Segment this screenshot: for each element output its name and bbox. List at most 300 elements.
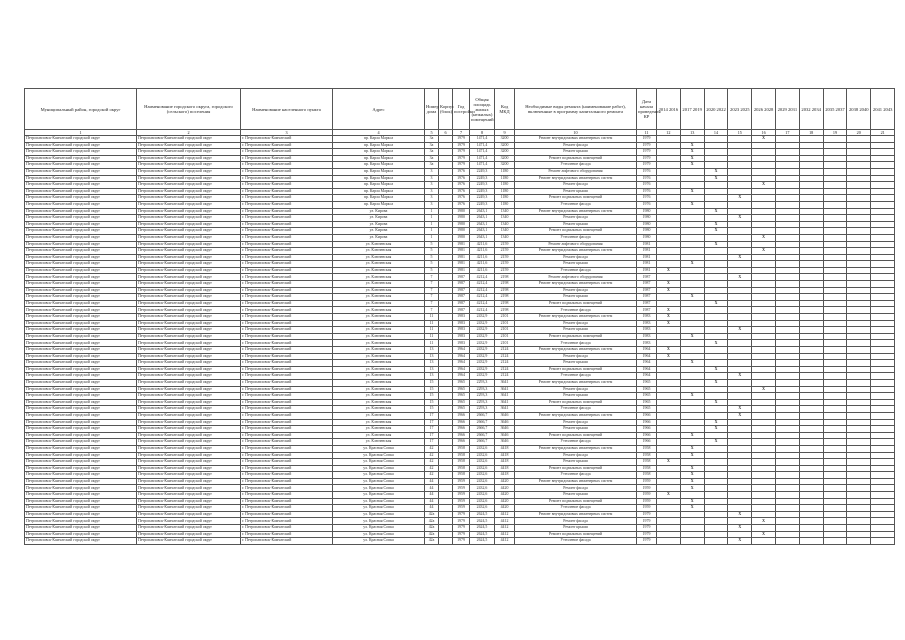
period-cell <box>728 366 752 373</box>
build-year-cell: 1983 <box>453 340 470 347</box>
start-date-cell: 1959 <box>637 485 657 492</box>
start-date-cell: 1976 <box>637 175 657 182</box>
period-cell <box>752 162 776 169</box>
period-mark: X <box>752 136 776 143</box>
start-date-cell: 1966 <box>637 439 657 446</box>
build-year-cell: 1980 <box>453 221 470 228</box>
period-cell <box>799 155 823 162</box>
house-number-cell: 15 <box>425 406 439 413</box>
table-row <box>25 307 895 314</box>
period-cell <box>871 360 895 367</box>
period-cell <box>680 340 704 347</box>
period-cell <box>775 287 799 294</box>
settlement-cell: Петропавловск-Камчатский городской округ <box>137 492 241 499</box>
period-mark: X <box>680 478 704 485</box>
address-cell: ул. Ключевская <box>333 432 425 439</box>
period-mark: X <box>680 445 704 452</box>
area-cell: 2643,1 <box>470 208 495 215</box>
block-cell <box>439 327 453 334</box>
period-cell <box>775 492 799 499</box>
mkd-code-cell: 3641 <box>495 379 515 386</box>
column-header: Общая площадь жилых (нежилых) помещений <box>470 89 495 130</box>
period-cell <box>704 254 728 261</box>
repair-work-cell: Утепление фасада <box>515 406 637 413</box>
period-cell <box>704 162 728 169</box>
address-cell: ул. Ключевская <box>333 327 425 334</box>
period-cell <box>823 406 847 413</box>
repair-work-cell: Утепление фасада <box>515 373 637 380</box>
repair-work-cell: Утепление фасада <box>515 340 637 347</box>
period-cell <box>752 314 776 321</box>
address-cell: ул. Красная Сопка <box>333 485 425 492</box>
mkd-code-cell: 3200 <box>495 142 515 149</box>
district-cell: Петропавловск-Камчатский городской округ <box>25 254 137 261</box>
area-cell: 4212,4 <box>470 287 495 294</box>
address-cell: пр. Карла Маркса <box>333 195 425 202</box>
period-cell <box>657 393 681 400</box>
block-cell <box>439 208 453 215</box>
period-mark: X <box>657 287 681 294</box>
period-cell <box>680 221 704 228</box>
start-date-cell: 1983 <box>637 320 657 327</box>
period-cell <box>847 518 871 525</box>
period-cell <box>871 195 895 202</box>
house-number-cell: 17 <box>425 412 439 419</box>
period-cell <box>823 492 847 499</box>
area-cell: 2432,6 <box>470 459 495 466</box>
mkd-code-cell: 2124 <box>495 373 515 380</box>
area-cell: 2293,3 <box>470 399 495 406</box>
period-cell <box>823 149 847 156</box>
block-cell <box>439 149 453 156</box>
period-cell <box>728 314 752 321</box>
period-cell <box>752 492 776 499</box>
period-cell <box>847 439 871 446</box>
period-cell <box>657 379 681 386</box>
period-cell <box>847 485 871 492</box>
district-cell: Петропавловск-Камчатский городской округ <box>25 155 137 162</box>
period-cell <box>704 478 728 485</box>
block-cell <box>439 432 453 439</box>
locality-cell: г. Петропавловск-Камчатский <box>241 505 333 512</box>
period-cell <box>752 155 776 162</box>
locality-cell: г. Петропавловск-Камчатский <box>241 215 333 222</box>
period-cell <box>680 525 704 532</box>
area-cell: 2666,7 <box>470 419 495 426</box>
period-mark: X <box>680 360 704 367</box>
mkd-code-cell: 3641 <box>495 393 515 400</box>
locality-cell: г. Петропавловск-Камчатский <box>241 142 333 149</box>
period-cell <box>871 386 895 393</box>
column-number: 12 <box>657 130 681 136</box>
period-cell <box>847 465 871 472</box>
mkd-code-cell: 4420 <box>495 498 515 505</box>
period-cell <box>704 234 728 241</box>
table-body <box>25 136 895 545</box>
period-cell <box>799 142 823 149</box>
period-cell <box>775 498 799 505</box>
address-cell: ул. Кирова <box>333 228 425 235</box>
address-cell: пр. Карла Маркса <box>333 175 425 182</box>
period-cell <box>847 182 871 189</box>
period-cell <box>799 314 823 321</box>
period-cell <box>871 215 895 222</box>
period-cell <box>847 261 871 268</box>
period-mark: X <box>680 432 704 439</box>
block-cell <box>439 281 453 288</box>
period-cell <box>799 248 823 255</box>
district-cell: Петропавловск-Камчатский городской округ <box>25 393 137 400</box>
period-cell <box>847 142 871 149</box>
repair-work-cell: Ремонт внутридомовых инженерных систем <box>515 478 637 485</box>
area-cell: 2624,5 <box>470 538 495 545</box>
build-year-cell: 1965 <box>453 393 470 400</box>
period-cell <box>728 168 752 175</box>
period-cell <box>704 248 728 255</box>
settlement-cell: Петропавловск-Камчатский городской округ <box>137 459 241 466</box>
period-cell <box>657 360 681 367</box>
house-number-cell: 13 <box>425 353 439 360</box>
build-year-cell: 1979 <box>453 531 470 538</box>
period-mark: X <box>680 162 704 169</box>
period-cell <box>775 393 799 400</box>
mkd-code-cell: 2198 <box>495 287 515 294</box>
mkd-code-cell: 1180 <box>495 175 515 182</box>
period-cell <box>823 347 847 354</box>
area-cell: 2432,9 <box>470 314 495 321</box>
repair-work-cell: Ремонт подвальных помещений <box>515 300 637 307</box>
build-year-cell: 1959 <box>453 485 470 492</box>
mkd-code-cell: 3641 <box>495 399 515 406</box>
address-cell: ул. Ключевская <box>333 379 425 386</box>
area-cell: 2249,3 <box>470 188 495 195</box>
period-cell <box>799 182 823 189</box>
locality-cell: г. Петропавловск-Камчатский <box>241 393 333 400</box>
address-cell: ул. Ключевская <box>333 254 425 261</box>
column-header: Дата начала проведения КР <box>637 89 657 130</box>
column-header: 2032 2034 <box>799 89 823 130</box>
repair-work-cell: Утепление фасада <box>515 538 637 545</box>
address-cell: ул. Ключевская <box>333 294 425 301</box>
start-date-cell: 1964 <box>637 366 657 373</box>
address-cell: ул. Красная Сопка <box>333 518 425 525</box>
start-date-cell: 1987 <box>637 307 657 314</box>
period-mark: X <box>704 168 728 175</box>
period-cell <box>847 525 871 532</box>
start-date-cell: 1980 <box>637 228 657 235</box>
period-cell <box>823 465 847 472</box>
period-cell <box>799 300 823 307</box>
period-cell <box>728 531 752 538</box>
period-cell <box>704 393 728 400</box>
mkd-code-cell: 4418 <box>495 465 515 472</box>
period-mark: X <box>728 195 752 202</box>
column-header: 2023 2025 <box>728 89 752 130</box>
repair-work-cell: Ремонт подвальных помещений <box>515 465 637 472</box>
period-cell <box>752 267 776 274</box>
house-number-cell: 17 <box>425 432 439 439</box>
table-row <box>25 294 895 301</box>
locality-cell: г. Петропавловск-Камчатский <box>241 492 333 499</box>
house-number-cell: 1 <box>425 208 439 215</box>
period-cell <box>871 347 895 354</box>
address-cell: ул. Красная Сопка <box>333 525 425 532</box>
period-cell <box>799 445 823 452</box>
column-header: Код МКД <box>495 89 515 130</box>
address-cell: ул. Кирова <box>333 221 425 228</box>
settlement-cell: Петропавловск-Камчатский городской округ <box>137 168 241 175</box>
mkd-code-cell: 2159 <box>495 267 515 274</box>
period-cell <box>847 492 871 499</box>
area-cell: 2624,5 <box>470 511 495 518</box>
area-cell: 2432,9 <box>470 340 495 347</box>
period-cell <box>752 294 776 301</box>
build-year-cell: 1965 <box>453 379 470 386</box>
period-cell <box>657 195 681 202</box>
area-cell: 4211,6 <box>470 254 495 261</box>
settlement-cell: Петропавловск-Камчатский городской округ <box>137 155 241 162</box>
period-cell <box>680 492 704 499</box>
locality-cell: г. Петропавловск-Камчатский <box>241 155 333 162</box>
repair-work-cell: Ремонт лифтового оборудования <box>515 168 637 175</box>
table-row <box>25 518 895 525</box>
mkd-code-cell: 1180 <box>495 168 515 175</box>
block-cell <box>439 287 453 294</box>
period-cell <box>728 142 752 149</box>
repair-work-cell: Ремонт крыши <box>515 426 637 433</box>
build-year-cell: 1987 <box>453 281 470 288</box>
period-cell <box>823 478 847 485</box>
settlement-cell: Петропавловск-Камчатский городской округ <box>137 234 241 241</box>
locality-cell: г. Петропавловск-Камчатский <box>241 307 333 314</box>
period-cell <box>752 142 776 149</box>
district-cell: Петропавловск-Камчатский городской округ <box>25 511 137 518</box>
period-cell <box>752 241 776 248</box>
mkd-code-cell: 3200 <box>495 149 515 156</box>
repair-work-cell: Ремонт подвальных помещений <box>515 333 637 340</box>
period-cell <box>680 307 704 314</box>
house-number-cell: 42 <box>425 452 439 459</box>
period-cell <box>775 333 799 340</box>
period-cell <box>657 386 681 393</box>
locality-cell: г. Петропавловск-Камчатский <box>241 333 333 340</box>
build-year-cell: 1987 <box>453 300 470 307</box>
house-number-cell: 1 <box>425 234 439 241</box>
build-year-cell: 1958 <box>453 472 470 479</box>
area-cell: 2432,6 <box>470 445 495 452</box>
period-mark: X <box>657 459 681 466</box>
period-cell <box>871 149 895 156</box>
period-cell <box>775 261 799 268</box>
district-cell: Петропавловск-Камчатский городской округ <box>25 353 137 360</box>
build-year-cell: 1983 <box>453 320 470 327</box>
period-mark: X <box>704 300 728 307</box>
period-cell <box>752 505 776 512</box>
settlement-cell: Петропавловск-Камчатский городской округ <box>137 465 241 472</box>
settlement-cell: Петропавловск-Камчатский городской округ <box>137 525 241 532</box>
period-mark: X <box>680 261 704 268</box>
period-cell <box>799 386 823 393</box>
period-cell <box>775 327 799 334</box>
period-cell <box>823 333 847 340</box>
period-mark: X <box>680 155 704 162</box>
area-cell: 1471,4 <box>470 136 495 143</box>
repair-work-cell: Ремонт фасада <box>515 353 637 360</box>
period-cell <box>775 234 799 241</box>
build-year-cell: 1979 <box>453 136 470 143</box>
period-cell <box>847 478 871 485</box>
start-date-cell: 1958 <box>637 472 657 479</box>
period-cell <box>847 373 871 380</box>
settlement-cell: Петропавловск-Камчатский городской округ <box>137 195 241 202</box>
mkd-code-cell: 2198 <box>495 294 515 301</box>
district-cell: Петропавловск-Камчатский городской округ <box>25 366 137 373</box>
table-row <box>25 195 895 202</box>
period-cell <box>728 426 752 433</box>
period-cell <box>847 248 871 255</box>
period-cell <box>871 267 895 274</box>
address-cell: ул. Ключевская <box>333 373 425 380</box>
table-row <box>25 155 895 162</box>
address-cell: пр. Карла Маркса <box>333 162 425 169</box>
address-cell: пр. Карла Маркса <box>333 182 425 189</box>
period-cell <box>823 340 847 347</box>
period-cell <box>775 379 799 386</box>
house-number-cell: 5 <box>425 248 439 255</box>
period-cell <box>752 281 776 288</box>
block-cell <box>439 347 453 354</box>
mkd-code-cell: 4418 <box>495 472 515 479</box>
mkd-code-cell: 2159 <box>495 254 515 261</box>
period-mark: X <box>657 314 681 321</box>
period-mark: X <box>752 234 776 241</box>
house-number-cell: 17 <box>425 419 439 426</box>
period-cell <box>728 419 752 426</box>
house-number-cell: 1 <box>425 215 439 222</box>
period-mark: X <box>752 248 776 255</box>
period-cell <box>871 366 895 373</box>
start-date-cell: 1958 <box>637 465 657 472</box>
table-row <box>25 188 895 195</box>
period-cell <box>799 538 823 545</box>
period-cell <box>704 432 728 439</box>
table-row <box>25 432 895 439</box>
build-year-cell: 1983 <box>453 314 470 321</box>
block-cell <box>439 340 453 347</box>
address-cell: ул. Красная Сопка <box>333 452 425 459</box>
period-cell <box>847 366 871 373</box>
period-cell <box>823 136 847 143</box>
house-number-cell: 5 <box>425 254 439 261</box>
locality-cell: г. Петропавловск-Камчатский <box>241 327 333 334</box>
locality-cell: г. Петропавловск-Камчатский <box>241 531 333 538</box>
period-cell <box>799 254 823 261</box>
period-mark: X <box>704 228 728 235</box>
district-cell: Петропавловск-Камчатский городской округ <box>25 149 137 156</box>
district-cell: Петропавловск-Камчатский городской округ <box>25 538 137 545</box>
period-cell <box>799 478 823 485</box>
period-cell <box>847 412 871 419</box>
period-mark: X <box>680 188 704 195</box>
period-cell <box>871 175 895 182</box>
period-cell <box>775 248 799 255</box>
period-cell <box>657 142 681 149</box>
block-cell <box>439 531 453 538</box>
period-cell <box>799 195 823 202</box>
period-cell <box>823 445 847 452</box>
table-row <box>25 261 895 268</box>
start-date-cell: 1979 <box>637 155 657 162</box>
area-cell: 2432,6 <box>470 498 495 505</box>
period-cell <box>871 241 895 248</box>
address-cell: ул. Ключевская <box>333 248 425 255</box>
start-date-cell: 1987 <box>637 300 657 307</box>
period-cell <box>799 340 823 347</box>
start-date-cell: 1966 <box>637 419 657 426</box>
period-cell <box>728 241 752 248</box>
district-cell: Петропавловск-Камчатский городской округ <box>25 175 137 182</box>
period-cell <box>680 327 704 334</box>
table-row <box>25 274 895 281</box>
mkd-code-cell: 2159 <box>495 261 515 268</box>
period-cell <box>871 353 895 360</box>
house-number-cell: 5 <box>425 241 439 248</box>
period-mark: X <box>752 518 776 525</box>
repair-work-cell: Утепление фасада <box>515 234 637 241</box>
district-cell: Петропавловск-Камчатский городской округ <box>25 347 137 354</box>
period-cell <box>871 419 895 426</box>
table-row <box>25 373 895 380</box>
period-cell <box>871 485 895 492</box>
settlement-cell: Петропавловск-Камчатский городской округ <box>137 182 241 189</box>
district-cell: Петропавловск-Камчатский городской округ <box>25 281 137 288</box>
repair-work-cell: Ремонт внутридомовых инженерных систем <box>515 379 637 386</box>
mkd-code-cell: 4420 <box>495 505 515 512</box>
period-cell <box>680 215 704 222</box>
start-date-cell: 1987 <box>637 281 657 288</box>
period-mark: X <box>657 492 681 499</box>
period-cell <box>704 155 728 162</box>
period-cell <box>799 525 823 532</box>
mkd-code-cell: 4412 <box>495 538 515 545</box>
start-date-cell: 1964 <box>637 347 657 354</box>
mkd-code-cell: 4420 <box>495 492 515 499</box>
period-cell <box>704 518 728 525</box>
period-cell <box>871 373 895 380</box>
locality-cell: г. Петропавловск-Камчатский <box>241 426 333 433</box>
address-cell: ул. Ключевская <box>333 333 425 340</box>
period-cell <box>657 366 681 373</box>
period-cell <box>847 472 871 479</box>
block-cell <box>439 419 453 426</box>
district-cell: Петропавловск-Камчатский городской округ <box>25 215 137 222</box>
period-cell <box>728 452 752 459</box>
area-cell: 4212,4 <box>470 281 495 288</box>
address-cell: ул. Красная Сопка <box>333 492 425 499</box>
district-cell: Петропавловск-Камчатский городской округ <box>25 439 137 446</box>
repair-work-cell: Ремонт крыши <box>515 459 637 466</box>
build-year-cell: 1980 <box>453 208 470 215</box>
period-cell <box>871 452 895 459</box>
period-cell <box>775 445 799 452</box>
period-cell <box>680 379 704 386</box>
locality-cell: г. Петропавловск-Камчатский <box>241 201 333 208</box>
period-cell <box>847 406 871 413</box>
table-row <box>25 538 895 545</box>
repair-work-cell: Ремонт внутридомовых инженерных систем <box>515 248 637 255</box>
period-cell <box>704 465 728 472</box>
period-cell <box>775 175 799 182</box>
